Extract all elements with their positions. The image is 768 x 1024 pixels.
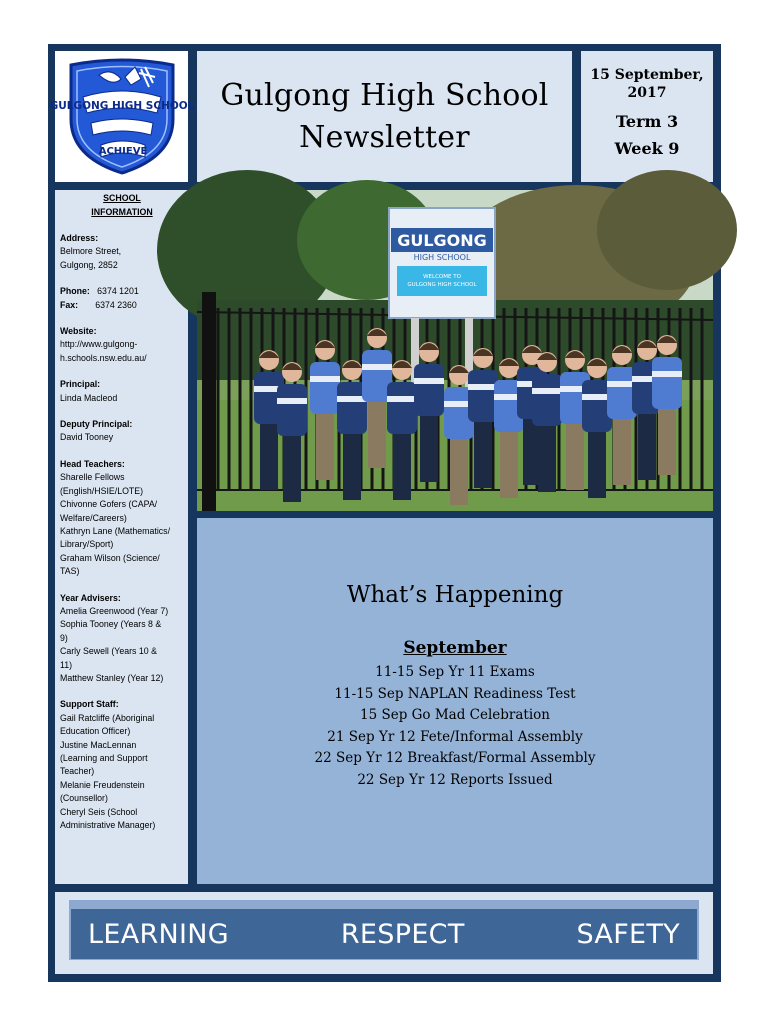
head-teacher-line: Chivonne Gofers (CAPA/ [60,499,158,510]
head-teacher-line: (English/HSIE/LOTE) [60,485,144,496]
newsletter-title-line2: Newsletter [299,119,470,155]
crest-motto: ACHIEVE [98,145,147,157]
school-crest-icon [49,57,194,177]
value-safety: SAFETY [576,918,680,950]
head-teachers-label: Head Teachers: [60,458,125,469]
support-staff-line: Cheryl Seis (School [60,806,138,817]
sign-welcome-line2: GULGONG HIGH SCHOOL [407,282,477,288]
values-band [71,909,697,959]
sidebar-heading-line2: INFORMATION [91,206,153,217]
phone-value: 6374 1201 [97,286,139,297]
address-label: Address: [60,233,99,243]
website-label: Website: [60,326,97,337]
head-teacher-line: Graham Wilson (Science/ [60,552,160,563]
support-staff-line: Administrative Manager) [60,820,156,831]
phone-label: Phone: [60,286,90,297]
student-group-photo [197,190,713,511]
phone-row [60,285,184,298]
year-adviser-line: 9) [60,632,68,643]
address-line: Belmore Street, [60,246,122,257]
event-item: 22 Sep Yr 12 Reports Issued [357,771,553,788]
fax-value: 6374 2360 [95,299,137,310]
website-link[interactable]: http://www.gulgong- [60,339,138,350]
event-item: 22 Sep Yr 12 Breakfast/Formal Assembly [314,750,596,766]
event-item: 11-15 Sep NAPLAN Readiness Test [334,685,576,702]
term-label: Term 3 [615,112,679,131]
deputy-principal-name: David Tooney [60,432,114,443]
school-information-sidebar [55,190,188,884]
sign-subtitle: HIGH SCHOOL [413,253,471,262]
school-values-footer [55,892,713,974]
event-list [197,662,713,791]
year-adviser-line: Matthew Stanley (Year 12) [60,672,164,683]
year-adviser-line: Carly Sewell (Years 10 & [60,646,157,657]
value-respect: RESPECT [340,918,465,950]
support-staff-line: Education Officer) [60,726,131,737]
whats-happening-title: What’s Happening [346,582,564,608]
week-label: Week 9 [614,139,680,158]
month-heading: September [403,638,507,658]
head-teacher-line: Welfare/Careers) [60,512,127,523]
principal-label: Principal: [60,379,101,390]
head-teacher-line: Sharelle Fellows [60,472,125,483]
whats-happening-panel [197,518,713,884]
support-staff-label: Support Staff: [60,699,119,710]
support-staff-line: (Counsellor) [60,793,108,804]
head-teacher-line: TAS) [60,566,80,577]
event-item: 21 Sep Yr 12 Fete/Informal Assembly [327,728,583,745]
support-staff-line: Melanie Freudenstein [60,779,145,790]
sign-title: GULGONG [397,231,487,250]
website-link[interactable]: h.schools.nsw.edu.au/ [60,352,147,363]
year-advisers-label: Year Advisers: [60,592,121,603]
support-staff-line: Teacher) [60,766,95,777]
deputy-principal-label: Deputy Principal: [60,419,133,430]
address-line: Gulgong, 2852 [60,259,118,270]
head-teacher-line: Kathryn Lane (Mathematics/ [60,525,171,536]
year-adviser-line: Amelia Greenwood (Year 7) [60,605,169,616]
value-learning: LEARNING [88,918,230,950]
sidebar-heading-line1: SCHOOL [103,193,141,203]
crest-school-name: GULGONG HIGH SCHOOL [49,99,194,112]
date-panel [581,51,713,182]
fax-label: Fax: [60,299,79,310]
issue-date: 15 September, 2017 [590,67,704,101]
support-staff-line: (Learning and Support [60,753,148,763]
year-adviser-line: Sophia Tooney (Years 8 & [60,619,162,630]
support-staff-line: Gail Ratcliffe (Aboriginal [60,712,155,723]
principal-name: Linda Macleod [60,392,118,403]
title-panel [197,51,572,182]
year-adviser-line: 11) [60,659,73,670]
event-item: 11-15 Sep Yr 11 Exams [375,664,535,680]
fax-row [60,299,184,312]
newsletter-title-line1: Gulgong High School [220,77,549,113]
sign-welcome-line1: WELCOME TO [423,274,461,280]
logo-panel [49,51,194,182]
head-teacher-line: Library/Sport) [60,539,114,550]
event-item: 15 Sep Go Mad Celebration [360,707,550,723]
support-staff-line: Justine MacLennan [60,739,137,750]
